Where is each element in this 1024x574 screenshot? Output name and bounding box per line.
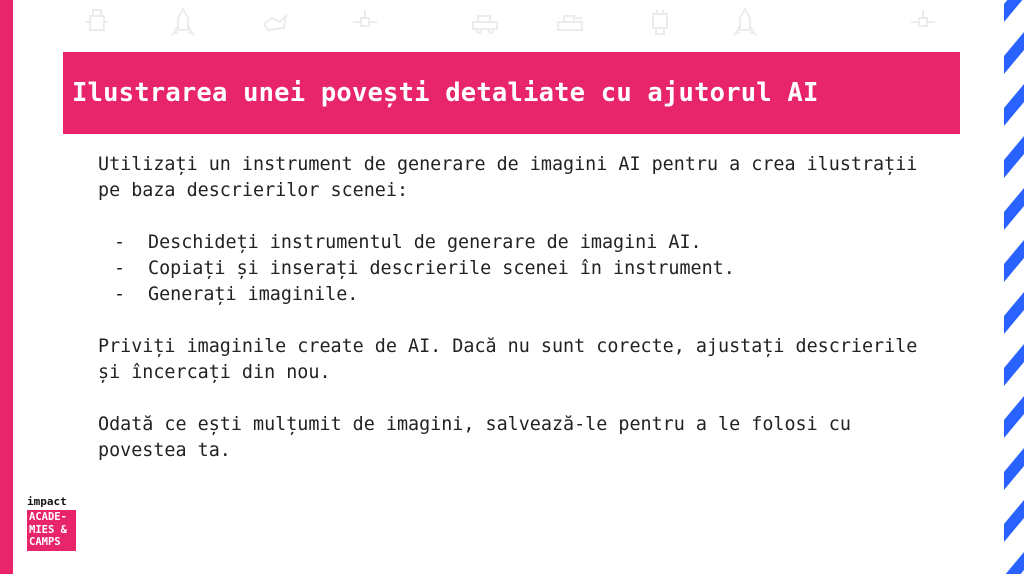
satellite-doodle-icon <box>350 6 380 38</box>
stripe <box>1004 292 1024 334</box>
satellite-doodle-icon <box>908 6 938 38</box>
alien-doodle-icon <box>645 6 675 38</box>
list-item <box>98 230 918 256</box>
logo-line: ACADE- <box>29 511 67 523</box>
step-text: Generați imaginile. <box>148 284 359 305</box>
bullet-dash: - <box>114 258 126 279</box>
stripe <box>1004 84 1024 126</box>
step-text: Copiați și inserați descrierile scenei în instrument. <box>148 258 735 279</box>
intro-paragraph: Utilizați un instrument de generare de imagini AI pentru a crea ilustrații pe baza descrierilor scenei: <box>98 154 918 201</box>
stripe <box>1004 240 1024 282</box>
list-item <box>98 282 918 308</box>
stripe <box>1004 188 1024 230</box>
doodle-strip <box>60 0 960 46</box>
review-paragraph: Priviți imaginile create de AI. Dacă nu sunt corecte, ajustați descrierile și încercați din nou. <box>98 336 918 383</box>
diagonal-stripes-border <box>998 0 1024 574</box>
rocket-doodle-icon <box>168 6 198 38</box>
logo-line: CAMPS <box>29 536 61 548</box>
stripe <box>1004 0 1024 22</box>
stripe <box>1004 552 1024 574</box>
stripe <box>1004 396 1024 438</box>
bullet-dash: - <box>114 284 126 305</box>
rocket-doodle-icon <box>730 6 760 38</box>
car-doodle-icon <box>470 6 500 38</box>
title-banner <box>63 52 960 134</box>
list-item <box>98 256 918 282</box>
left-accent-bar <box>0 0 13 574</box>
stripe <box>1004 500 1024 542</box>
stripe <box>1004 136 1024 178</box>
stripe <box>1004 448 1024 490</box>
step-text: Deschideți instrumentul de generare de imagini AI. <box>148 232 702 253</box>
impact-academies-logo <box>27 495 87 551</box>
logo-top-text: impact <box>27 495 67 508</box>
steps-list <box>98 230 918 308</box>
stripe <box>1004 344 1024 386</box>
bullet-dash: - <box>114 232 126 253</box>
logo-line: MIES & <box>29 523 67 536</box>
save-paragraph: Odată ce ești mulțumit de imagini, salvează-le pentru a le folosi cu povestea ta. <box>98 414 851 461</box>
bird-doodle-icon <box>260 6 290 38</box>
slide-body <box>98 152 918 464</box>
robot-doodle-icon <box>82 6 112 38</box>
tank-doodle-icon <box>555 6 585 38</box>
stripe <box>1004 32 1024 74</box>
slide-title: Ilustrarea unei povești detaliate cu ajutorul AI <box>72 78 819 108</box>
logo-box <box>27 510 76 551</box>
